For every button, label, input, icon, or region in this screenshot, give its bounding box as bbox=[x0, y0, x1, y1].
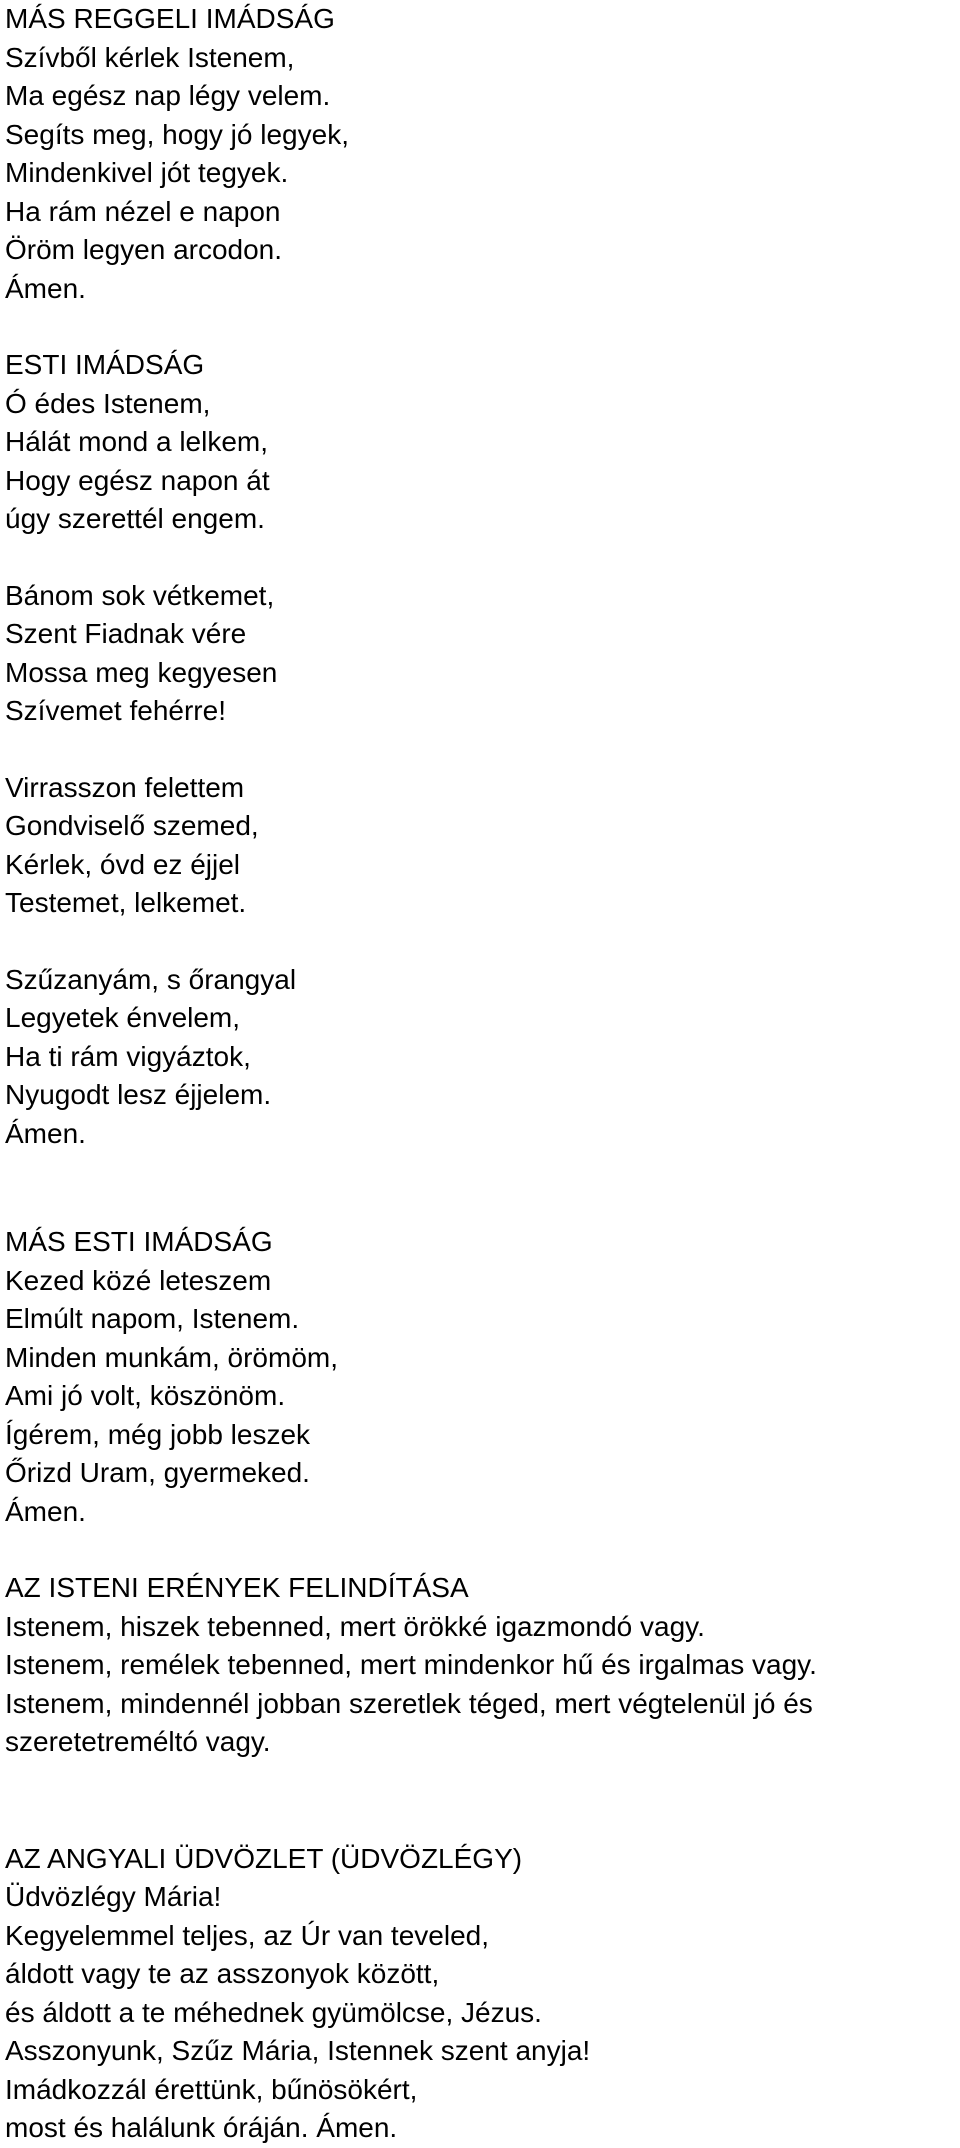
prayer-esti bbox=[5, 346, 955, 1153]
prayer-line: Legyetek énvelem, bbox=[5, 1002, 241, 1033]
prayer-document bbox=[5, 0, 955, 2148]
prayer-mas-reggeli bbox=[5, 0, 955, 308]
prayer-line: Ámen. bbox=[5, 272, 86, 304]
prayer-angyali-udvozlet bbox=[5, 1840, 955, 2148]
prayer-line: Istenem, remélek tebenned, mert mindenkor hű és irgalmas vagy. bbox=[5, 1649, 817, 1680]
prayer-line: Istenem, mindennél jobban szeretlek téged, mert végtelenül jó és bbox=[5, 1687, 813, 1719]
prayer-line: és áldott a te méhednek gyümölcse, Jézus. bbox=[5, 1996, 542, 2028]
prayer-title: AZ ANGYALI ÜDVÖZLET (ÜDVÖZLÉGY) bbox=[5, 1842, 523, 1874]
prayer-line: Ma egész nap légy velem. bbox=[5, 80, 331, 111]
prayer-line: most és halálunk óráján. Ámen. bbox=[5, 2112, 398, 2143]
prayer-line: Ha ti rám vigyáztok, bbox=[5, 1040, 251, 1072]
prayer-isteni-erenyek bbox=[5, 1569, 955, 1762]
prayer-title: ESTI IMÁDSÁG bbox=[5, 349, 205, 380]
prayer-line: Nyugodt lesz éjjelem. bbox=[5, 1079, 272, 1110]
prayer-title: MÁS ESTI IMÁDSÁG bbox=[5, 1226, 273, 1257]
spacer bbox=[5, 1762, 955, 1840]
prayer-line: Ó édes Istenem, bbox=[5, 387, 211, 419]
prayer-line: szeretetreméltó vagy. bbox=[5, 1726, 271, 1757]
prayer-line: Kezed közé leteszem bbox=[5, 1264, 272, 1296]
prayer-line: áldott vagy te az asszonyok között, bbox=[5, 1958, 440, 1989]
prayer-line: Gondviselő szemed, bbox=[5, 810, 259, 841]
prayer-line: Istenem, hiszek tebenned, mert örökké igazmondó vagy. bbox=[5, 1610, 705, 1642]
prayer-line: Mossa meg kegyesen bbox=[5, 656, 278, 688]
prayer-line: Testemet, lelkemet. bbox=[5, 887, 247, 918]
prayer-line: Mindenkivel jót tegyek. bbox=[5, 157, 289, 188]
prayer-line: Hálát mond a lelkem, bbox=[5, 426, 269, 457]
prayer-line: Imádkozzál érettünk, bűnösökért, bbox=[5, 2073, 418, 2105]
prayer-line: Kérlek, óvd ez éjjel bbox=[5, 848, 241, 880]
prayer-title: AZ ISTENI ERÉNYEK FELINDÍTÁSA bbox=[5, 1572, 469, 1603]
stanza-gap bbox=[5, 731, 955, 769]
prayer-line: Szűzanyám, s őrangyal bbox=[5, 963, 297, 995]
prayer-line: Ámen. bbox=[5, 1117, 86, 1149]
stanza-gap bbox=[5, 923, 955, 961]
prayer-line: Ígérem, még jobb leszek bbox=[5, 1418, 311, 1450]
prayer-line: Ha rám nézel e napon bbox=[5, 195, 281, 227]
prayer-line: Asszonyunk, Szűz Mária, Istennek szent anyja! bbox=[5, 2035, 591, 2066]
stanza-gap bbox=[5, 539, 955, 577]
prayer-line: Minden munkám, örömöm, bbox=[5, 1341, 339, 1373]
spacer bbox=[5, 1153, 955, 1223]
spacer bbox=[5, 308, 955, 346]
prayer-title: MÁS REGGELI IMÁDSÁG bbox=[5, 3, 335, 34]
prayer-line: Szívemet fehérre! bbox=[5, 695, 226, 726]
prayer-line: Szívből kérlek Istenem, bbox=[5, 41, 295, 73]
prayer-line: Üdvözlégy Mária! bbox=[5, 1881, 222, 1912]
prayer-line: Őrizd Uram, gyermeked. bbox=[5, 1457, 310, 1488]
prayer-line: Ami jó volt, köszönöm. bbox=[5, 1380, 286, 1411]
prayer-line: Ámen. bbox=[5, 1495, 86, 1527]
prayer-line: Segíts meg, hogy jó legyek, bbox=[5, 118, 349, 150]
prayer-line: Hogy egész napon át bbox=[5, 464, 270, 496]
prayer-line: Öröm legyen arcodon. bbox=[5, 234, 283, 265]
prayer-line: Bánom sok vétkemet, bbox=[5, 579, 275, 611]
prayer-line: Kegyelemmel teljes, az Úr van teveled, bbox=[5, 1919, 489, 1951]
spacer bbox=[5, 1531, 955, 1569]
prayer-line: Elmúlt napom, Istenem. bbox=[5, 1303, 300, 1334]
prayer-line: úgy szerettél engem. bbox=[5, 503, 265, 534]
prayer-line: Szent Fiadnak vére bbox=[5, 618, 247, 649]
prayer-mas-esti bbox=[5, 1223, 955, 1531]
prayer-line: Virrasszon felettem bbox=[5, 771, 245, 803]
